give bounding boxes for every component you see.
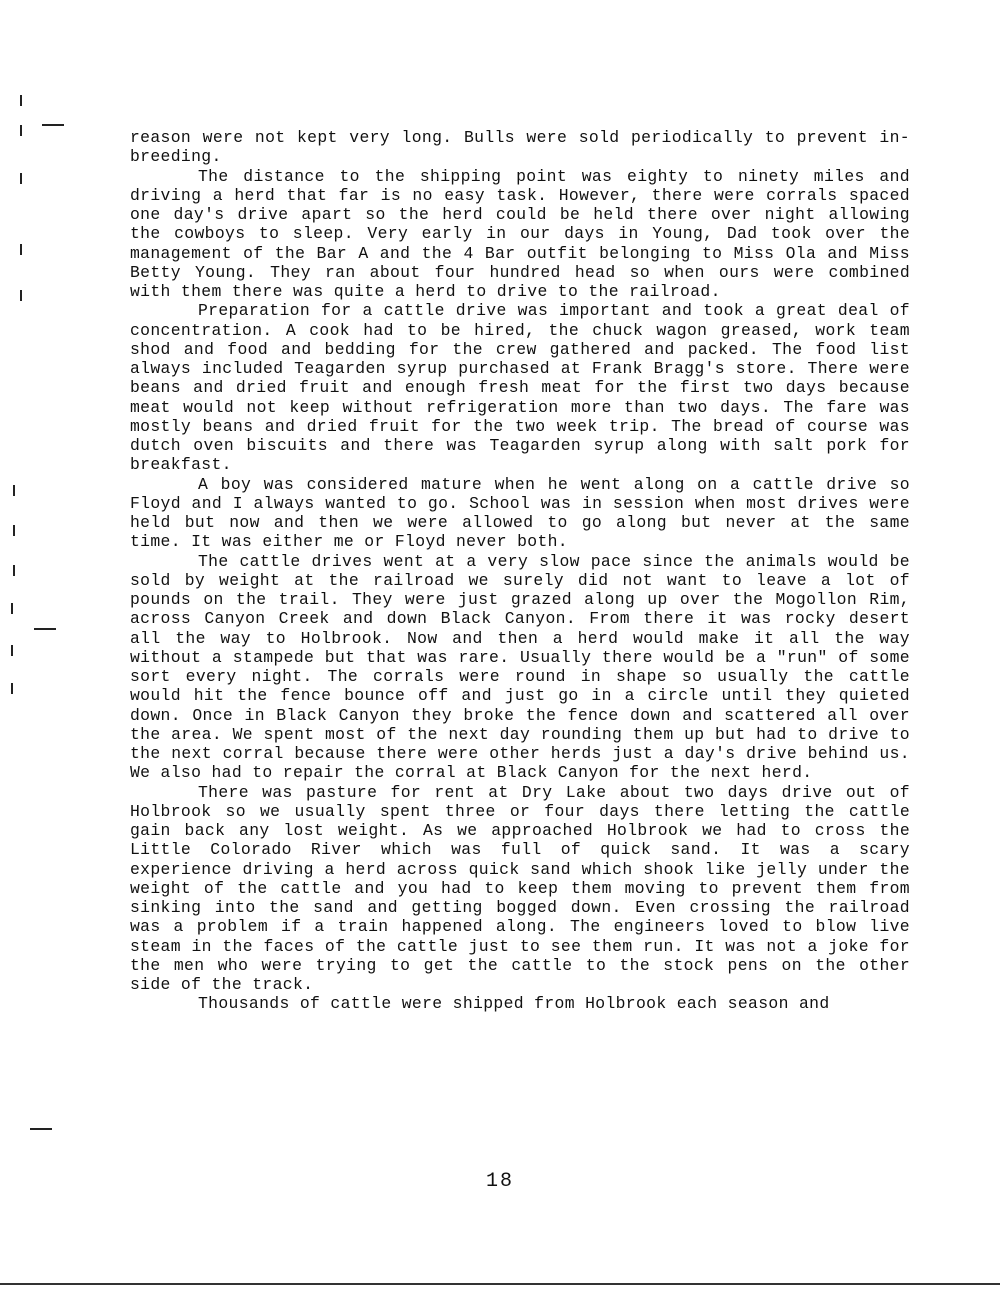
- margin-dash: [42, 124, 64, 126]
- paragraph: Preparation for a cattle drive was important and took a great deal of concentration. A cook had to be hired, the chuck wagon greased, work team shod and food and bedding for the crew gathered and packed. The food list always included Teagarden syrup purchased at Frank Bragg's store. There were beans and dried fruit and enough fresh meat for the first two days because meat would not keep without refrigeration more than two days. The fare was mostly beans and dried fruit for the two week trip. The bread of course was dutch oven biscuits and there was Teagarden syrup along with salt pork for breakfast.: [130, 301, 910, 475]
- margin-tick: [20, 125, 22, 136]
- bottom-rule: [0, 1283, 1000, 1285]
- margin-tick: [13, 565, 15, 576]
- body-text: [130, 128, 910, 1014]
- margin-tick: [20, 95, 22, 106]
- margin-tick: [20, 244, 22, 255]
- margin-tick: [11, 603, 13, 614]
- paragraph: Thousands of cattle were shipped from Holbrook each season and: [198, 994, 830, 1014]
- paragraph: reason were not kept very long. Bulls were sold periodically to prevent in-breeding.: [130, 128, 910, 167]
- margin-tick: [20, 290, 22, 301]
- margin-tick: [11, 645, 13, 656]
- paragraph: There was pasture for rent at Dry Lake about two days drive out of Holbrook so we usually spent three or four days there letting the cattle gain back any lost weight. As we approached Holbrook we had to cross the Little Colorado River which was full of quick sand. It was a scary experience driving a herd across quick sand which shook like jelly under the weight of the cattle and you had to keep them moving to prevent them from sinking into the sand and getting bogged down. Even crossing the railroad was a problem if a train happened along. The engineers loved to blow live steam in the faces of the cattle just to see them run. It was not a joke for the men who were trying to get the cattle to the stock pens on the other side of the track.: [130, 782, 910, 994]
- margin-tick: [13, 485, 15, 496]
- paragraph: A boy was considered mature when he went along on a cattle drive so Floyd and I always wanted to go. School was in session when most drives were held but now and then we were allowed to go along but never at the same time. It was either me or Floyd never both.: [130, 474, 910, 552]
- margin-dash: [30, 1128, 52, 1130]
- paragraph: The cattle drives went at a very slow pace since the animals would be sold by weight at the railroad we surely did not want to leave a lot of pounds on the trail. They were just grazed along up over the Mogollon Rim, across Canyon Creek and down Black Canyon. From there it was rocky desert all the way to Holbrook. Now and then a herd would make it all the way without a stampede but that was rare. Usually there would be a "run" of some sort every night. The corrals were round in shape so usually the cattle would hit the fence bounce off and just go in a circle until they quieted down. Once in Black Canyon they broke the fence down and scattered all over the area. We spent most of the next day rounding them up but had to drive to the next corral because there were other herds just a day's drive behind us. We also had to repair the corral at Black Canyon for the next herd.: [130, 551, 910, 783]
- margin-dash: [34, 628, 56, 630]
- paragraph: The distance to the shipping point was eighty to ninety miles and driving a herd that far is no easy task. However, there were corrals spaced one day's drive apart so the herd could be held there over night allowing the cowboys to sleep. Very early in our days in Young, Dad took over the management of the Bar A and the 4 Bar outfit belonging to Miss Ola and Miss Betty Young. They ran about four hundred head so when ours were combined with them there was quite a herd to drive to the railroad.: [130, 166, 910, 301]
- margin-tick: [20, 173, 22, 184]
- margin-tick: [11, 683, 13, 694]
- margin-tick: [13, 525, 15, 536]
- page-number: 18: [485, 1170, 514, 1193]
